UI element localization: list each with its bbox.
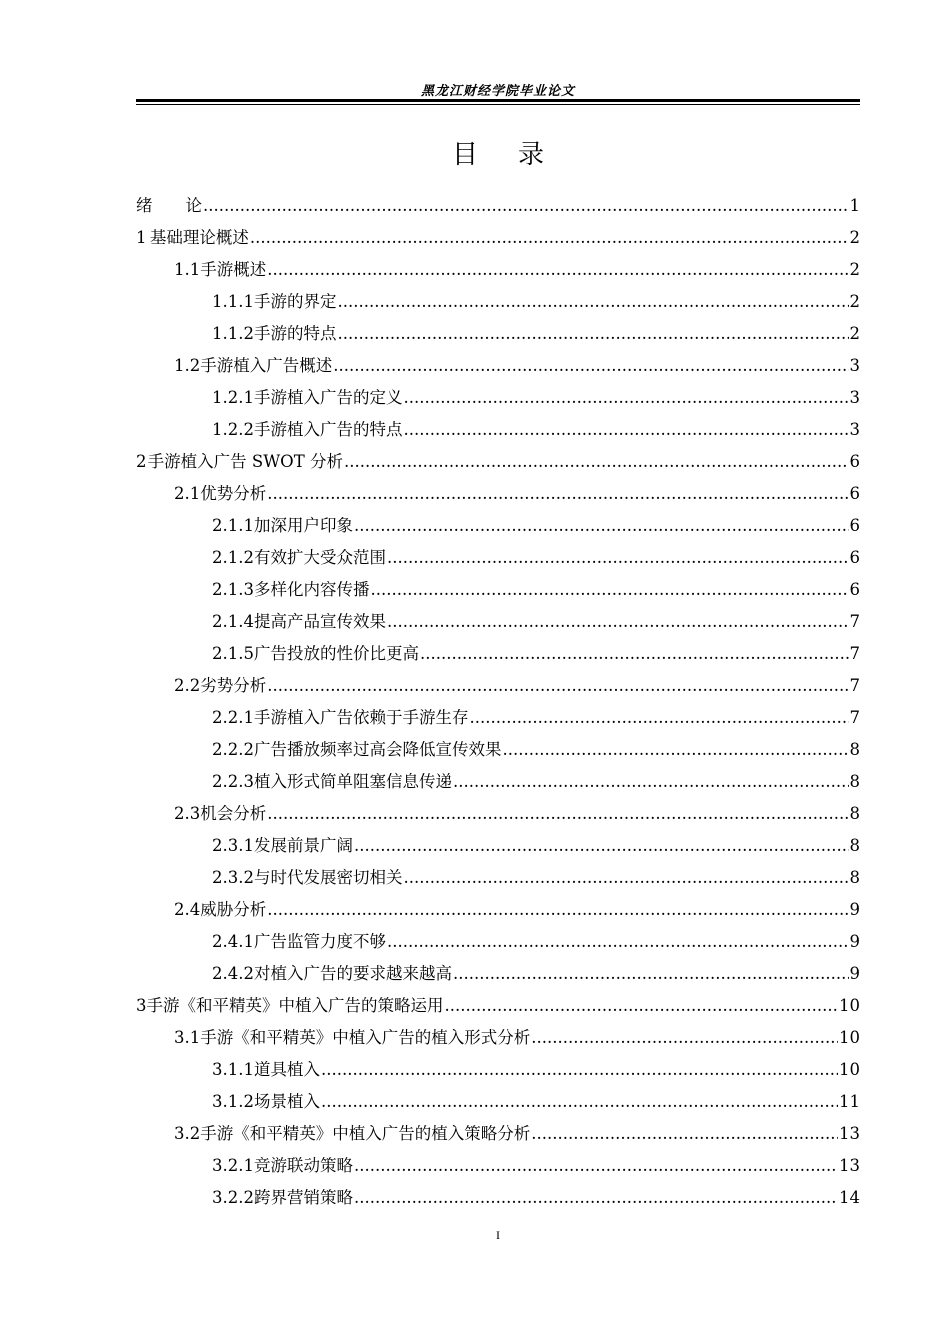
toc-entry-title: 手游《和平精英》中植入广告的植入策略分析	[200, 1124, 531, 1143]
toc-entry-title: 手游植入广告依赖于手游生存	[253, 708, 469, 727]
running-header: 黑龙江财经学院毕业论文	[420, 84, 575, 99]
toc-entry-number: 2.1.5	[212, 644, 254, 663]
toc-entry-number: 2.2	[174, 676, 201, 695]
toc-dot-leader	[354, 510, 849, 542]
toc-entry-page: 6	[849, 484, 860, 503]
toc-entry[interactable]	[136, 1086, 860, 1118]
toc-dot-leader	[337, 286, 848, 318]
toc-title: 目录	[451, 140, 584, 170]
toc-entry-page: 6	[849, 516, 860, 535]
toc-dot-leader	[267, 478, 848, 510]
toc-entry[interactable]	[136, 478, 860, 510]
toc-entry[interactable]	[136, 1054, 860, 1086]
toc-entry[interactable]	[136, 286, 860, 318]
toc-entry[interactable]	[136, 926, 860, 958]
toc-dot-leader	[403, 862, 848, 894]
toc-entry-number: 2.1.3	[212, 580, 254, 599]
toc-entry[interactable]	[136, 382, 860, 414]
toc-entry[interactable]	[136, 222, 860, 254]
toc-entry-title: 手游概述	[200, 260, 267, 279]
toc-entry-number: 1.2	[174, 356, 201, 375]
toc-entry-page: 2	[849, 260, 860, 279]
toc-dot-leader	[370, 574, 848, 606]
toc-entry-page: 3	[849, 356, 860, 375]
toc-dot-leader	[445, 990, 839, 1022]
toc-entry-number: 3	[136, 996, 147, 1015]
toc-entry-title: 手游的界定	[253, 292, 337, 311]
toc-dot-leader	[531, 1022, 838, 1054]
toc-dot-leader	[387, 606, 849, 638]
toc-entry[interactable]	[136, 958, 860, 990]
toc-entry[interactable]	[136, 734, 860, 766]
toc-entry-title: 手游植入广告 SWOT 分析	[147, 452, 343, 471]
toc-entry[interactable]	[136, 1022, 860, 1054]
toc-entry-page: 7	[849, 708, 860, 727]
toc-entry-number: 2.1.4	[212, 612, 254, 631]
toc-entry-title: 多样化内容传播	[253, 580, 370, 599]
toc-entry-page: 8	[849, 868, 860, 887]
toc-entry-title: 手游《和平精英》中植入广告的策略运用	[146, 996, 444, 1015]
toc-entry[interactable]	[136, 638, 860, 670]
toc-entry[interactable]	[136, 798, 860, 830]
toc-entry-title: 植入形式简单阻塞信息传递	[253, 772, 452, 791]
toc-entry-number: 3.2	[174, 1124, 201, 1143]
toc-entry-page: 10	[839, 1028, 860, 1047]
toc-entry-title: 对植入广告的要求越来越高	[253, 964, 452, 983]
toc-dot-leader	[354, 1150, 838, 1182]
toc-entry[interactable]	[136, 894, 860, 926]
toc-dot-leader	[420, 638, 849, 670]
page-number: I	[496, 1228, 500, 1242]
toc-entry-number: 1	[136, 228, 147, 247]
toc-entry[interactable]	[136, 574, 860, 606]
toc-dot-leader	[387, 926, 849, 958]
toc-entry-title: 广告播放频率过高会降低宣传效果	[253, 740, 502, 759]
toc-entry-title: 发展前景广阔	[253, 836, 353, 855]
toc-entry-page: 3	[849, 388, 860, 407]
toc-dot-leader	[267, 894, 848, 926]
toc-entry-page: 9	[849, 932, 860, 951]
toc-dot-leader	[267, 254, 848, 286]
toc-entry-title: 手游植入广告的特点	[253, 420, 403, 439]
toc-entry-number: 2	[136, 452, 147, 471]
toc-entry-title: 劣势分析	[200, 676, 267, 695]
toc-entry-number: 1.1.2	[212, 324, 254, 343]
toc-entry-title: 手游植入广告概述	[200, 356, 333, 375]
toc-entry-number: 3.2.2	[212, 1188, 254, 1207]
toc-entry[interactable]	[136, 606, 860, 638]
toc-dot-leader	[453, 958, 849, 990]
toc-entry-title: 基础理论概述	[149, 228, 249, 247]
toc-entry-page: 8	[849, 836, 860, 855]
toc-entry-page: 13	[839, 1124, 860, 1143]
toc-entry-number: 1.2.2	[212, 420, 254, 439]
toc-entry[interactable]	[136, 862, 860, 894]
toc-dot-leader	[337, 318, 848, 350]
table-of-contents	[136, 190, 860, 1214]
toc-dot-leader	[469, 702, 848, 734]
toc-entry-title: 手游植入广告的定义	[253, 388, 403, 407]
toc-entry-title: 加深用户印象	[253, 516, 353, 535]
toc-entry-number: 2.1.1	[212, 516, 254, 535]
toc-entry-title: 广告投放的性价比更高	[253, 644, 419, 663]
toc-entry-title: 有效扩大受众范围	[253, 548, 386, 567]
toc-entry[interactable]	[136, 766, 860, 798]
toc-entry-number: 3.1	[174, 1028, 201, 1047]
toc-entry-number: 2.4.2	[212, 964, 254, 983]
toc-dot-leader	[403, 414, 848, 446]
toc-entry-number: 2.1	[174, 484, 201, 503]
toc-entry[interactable]	[136, 318, 860, 350]
toc-entry-title: 优势分析	[200, 484, 267, 503]
toc-entry-title: 场景植入	[253, 1092, 320, 1111]
toc-entry-page: 9	[849, 964, 860, 983]
toc-entry-title: 跨界营销策略	[253, 1188, 353, 1207]
toc-dot-leader	[403, 382, 848, 414]
toc-dot-leader	[267, 798, 848, 830]
toc-entry-number: 3.2.1	[212, 1156, 254, 1175]
toc-entry[interactable]	[136, 254, 860, 286]
toc-entry-number: 1.1.1	[212, 292, 254, 311]
toc-entry[interactable]	[136, 990, 860, 1022]
toc-entry-number: 2.4	[174, 900, 201, 919]
toc-entry-page: 8	[849, 740, 860, 759]
toc-entry[interactable]	[136, 542, 860, 574]
toc-entry-number: 2.3.1	[212, 836, 254, 855]
toc-entry-page: 13	[839, 1156, 860, 1175]
toc-entry[interactable]	[136, 350, 860, 382]
toc-dot-leader	[453, 766, 849, 798]
toc-entry-title: 手游的特点	[253, 324, 337, 343]
toc-entry-page: 2	[849, 292, 860, 311]
toc-entry-number: 1.2.1	[212, 388, 254, 407]
toc-entry-title: 手游《和平精英》中植入广告的植入形式分析	[200, 1028, 531, 1047]
toc-entry[interactable]	[136, 1118, 860, 1150]
toc-dot-leader	[267, 670, 848, 702]
toc-dot-leader	[354, 830, 849, 862]
header-rule-thin	[136, 104, 860, 105]
toc-entry[interactable]	[136, 670, 860, 702]
toc-entry-page: 11	[839, 1092, 860, 1111]
toc-entry-page: 14	[839, 1188, 860, 1207]
toc-entry-page: 6	[849, 452, 860, 471]
toc-entry-page: 7	[849, 644, 860, 663]
toc-entry-page: 9	[849, 900, 860, 919]
toc-dot-leader	[502, 734, 848, 766]
toc-entry-number: 3.1.2	[212, 1092, 254, 1111]
toc-entry-number: 2.2.2	[212, 740, 254, 759]
toc-entry-page: 2	[849, 324, 860, 343]
toc-entry-title: 道具植入	[253, 1060, 320, 1079]
toc-dot-leader	[344, 446, 849, 478]
toc-entry-number: 2.3.2	[212, 868, 254, 887]
toc-dot-leader	[321, 1054, 838, 1086]
toc-entry-page: 2	[849, 228, 860, 247]
toc-entry-page: 6	[849, 580, 860, 599]
toc-entry[interactable]	[136, 190, 860, 222]
toc-entry-number: 2.4.1	[212, 932, 254, 951]
toc-entry-page: 6	[849, 548, 860, 567]
toc-entry-page: 3	[849, 420, 860, 439]
toc-entry-title: 威胁分析	[200, 900, 267, 919]
toc-entry[interactable]	[136, 1150, 860, 1182]
toc-dot-leader	[531, 1118, 838, 1150]
toc-dot-leader	[387, 542, 849, 574]
toc-entry[interactable]	[136, 446, 860, 478]
toc-entry-number: 2.3	[174, 804, 201, 823]
toc-entry[interactable]	[136, 510, 860, 542]
toc-dot-leader	[321, 1086, 838, 1118]
toc-entry-number: 2.2.1	[212, 708, 254, 727]
toc-entry-page: 7	[849, 612, 860, 631]
toc-entry[interactable]	[136, 830, 860, 862]
toc-dot-leader	[333, 350, 848, 382]
header-rule-thick	[136, 99, 860, 102]
toc-dot-leader	[250, 222, 849, 254]
toc-entry-page: 7	[849, 676, 860, 695]
toc-entry-page: 10	[839, 996, 860, 1015]
toc-entry-title: 与时代发展密切相关	[253, 868, 403, 887]
toc-entry-number: 1.1	[174, 260, 201, 279]
toc-entry-title: 机会分析	[200, 804, 267, 823]
toc-dot-leader	[203, 190, 849, 222]
toc-entry-title: 提高产品宣传效果	[253, 612, 386, 631]
toc-entry-page: 10	[839, 1060, 860, 1079]
toc-entry[interactable]	[136, 1182, 860, 1214]
toc-entry-page: 8	[849, 772, 860, 791]
toc-entry-number: 3.1.1	[212, 1060, 254, 1079]
toc-entry[interactable]	[136, 702, 860, 734]
toc-entry-number: 2.2.3	[212, 772, 254, 791]
toc-entry-title: 绪 论	[136, 196, 202, 215]
toc-entry-title: 广告监管力度不够	[253, 932, 386, 951]
toc-entry-page: 1	[849, 196, 860, 215]
toc-dot-leader	[354, 1182, 838, 1214]
toc-entry-number: 2.1.2	[212, 548, 254, 567]
toc-entry[interactable]	[136, 414, 860, 446]
toc-entry-page: 8	[849, 804, 860, 823]
toc-entry-title: 竞游联动策略	[253, 1156, 353, 1175]
